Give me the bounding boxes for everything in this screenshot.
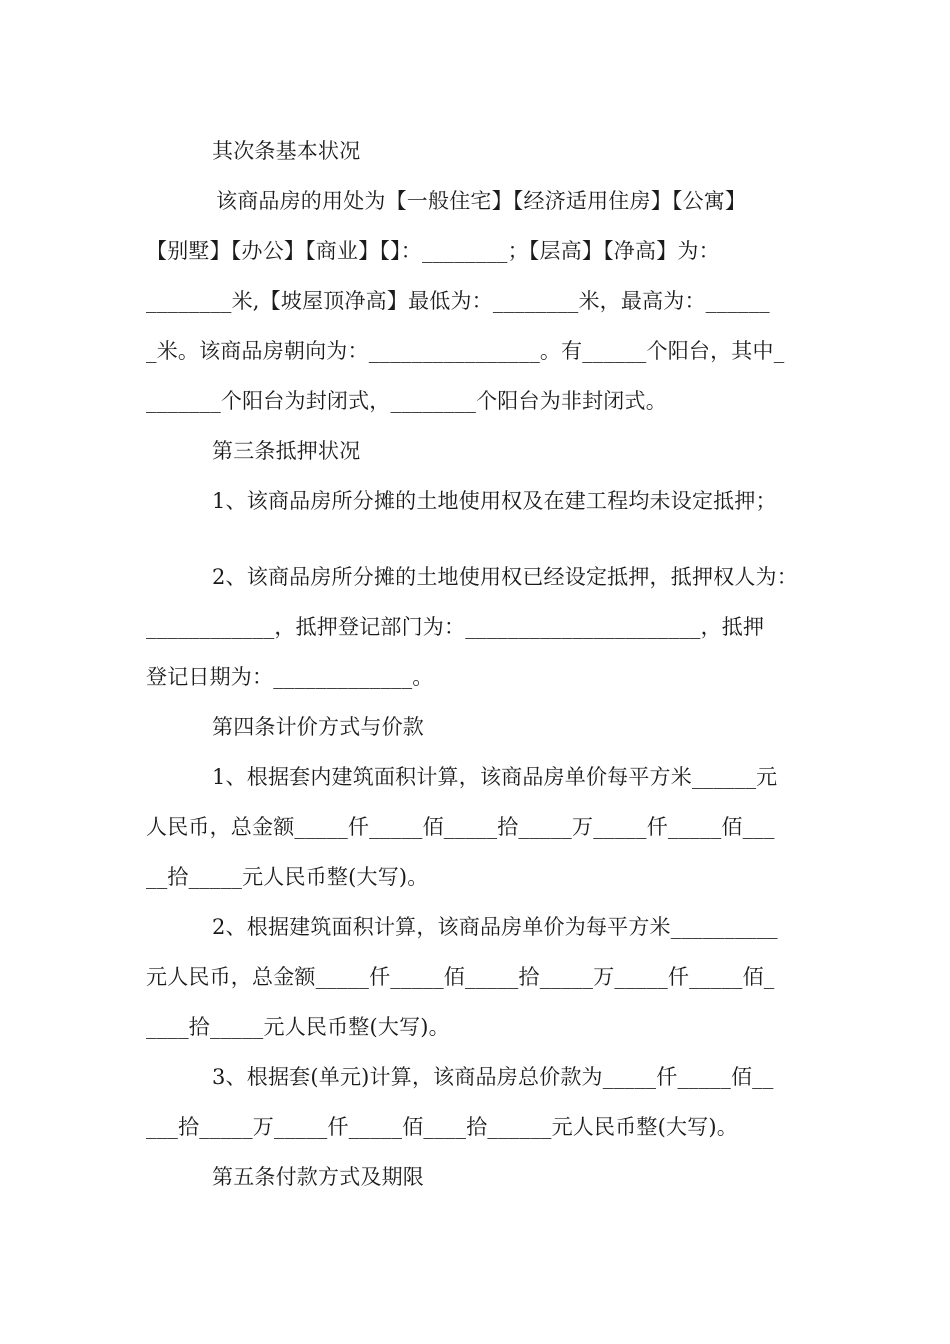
paragraph-line: _米。该商品房朝向为：________________。有______个阳台，其中_ bbox=[146, 339, 785, 363]
section-heading-5: 第五条付款方式及期限 bbox=[212, 1165, 424, 1189]
paragraph-line: ____拾_____元人民币整(大写)。 bbox=[146, 1015, 450, 1039]
paragraph-line: ____________，抵押登记部门为：______________________，抵押 bbox=[146, 615, 765, 639]
paragraph-line: 2、该商品房所分摊的土地使用权已经设定抵押，抵押权人为： bbox=[212, 565, 798, 589]
paragraph-line: 1、根据套内建筑面积计算，该商品房单价每平方米______元 bbox=[212, 765, 778, 789]
paragraph-line: 登记日期为：_____________。 bbox=[146, 665, 434, 689]
section-heading-4: 第四条计价方式与价款 bbox=[212, 715, 424, 739]
paragraph-line: 3、根据套(单元)计算，该商品房总价款为_____仟_____佰__ bbox=[212, 1065, 774, 1089]
paragraph-line: __拾_____元人民币整(大写)。 bbox=[146, 865, 429, 889]
paragraph-line: 人民币，总金额_____仟_____佰_____拾_____万_____仟_____佰___ bbox=[146, 815, 775, 839]
paragraph-line: 2、根据建筑面积计算，该商品房单价为每平方米__________ bbox=[212, 915, 778, 939]
paragraph-line: ________米,【坡屋顶净高】最低为：________米，最高为：______ bbox=[146, 289, 770, 313]
section-heading-2: 其次条基本状况 bbox=[212, 139, 361, 163]
paragraph-line: _______个阳台为封闭式，________个阳台为非封闭式。 bbox=[146, 389, 667, 413]
paragraph-line: ___拾_____万_____仟_____佰____拾______元人民币整(大写)。 bbox=[146, 1115, 738, 1139]
paragraph-line: 【别墅】【办公】【商业】【】：________；【层高】【净高】为： bbox=[146, 239, 720, 263]
paragraph-line: 该商品房的用处为【一般住宅】【经济适用住房】【公寓】 bbox=[216, 189, 747, 213]
paragraph-line: 元人民币，总金额_____仟_____佰_____拾_____万_____仟_____佰_ bbox=[146, 965, 775, 989]
section-heading-3: 第三条抵押状况 bbox=[212, 439, 361, 463]
paragraph-line: 1、该商品房所分摊的土地使用权及在建工程均未设定抵押； bbox=[212, 489, 777, 513]
